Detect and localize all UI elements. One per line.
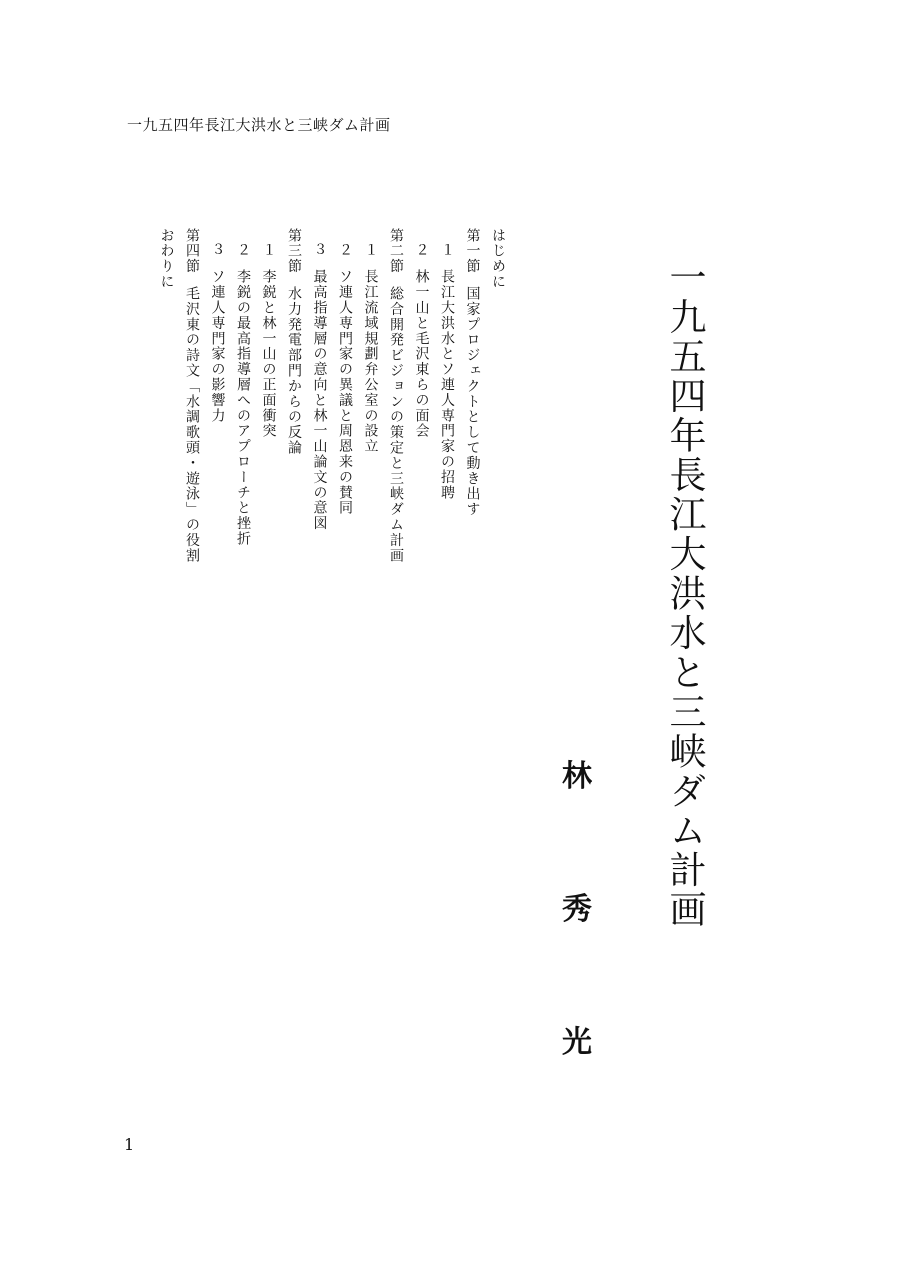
toc-item (281, 228, 307, 588)
toc-item (204, 228, 230, 588)
toc-item (357, 228, 383, 588)
toc-item-text: 李鋭の最高指導層へのアプローチと挫折 (235, 269, 251, 547)
page-number: 1 (124, 1135, 135, 1154)
toc-item-text: 国家プロジェクトとして動き出す (464, 286, 481, 518)
toc-item (179, 228, 205, 588)
toc-item (434, 228, 460, 588)
toc-item (255, 228, 281, 588)
toc-item-text: 毛沢東の詩文「水調歌頭・遊泳」の役割 (184, 286, 200, 564)
toc-item-text: 最高指導層の意向と林一山論文の意図 (311, 269, 328, 532)
toc-item-text: ソ連人専門家の影響力 (209, 269, 226, 424)
running-header: 一九五四年長江大洪水と三峡ダム計画 (127, 116, 391, 134)
page-title: 一九五四年長江大洪水と三峡ダム計画 (663, 258, 706, 930)
toc-item-text: 李鋭と林一山の正面衝突 (260, 269, 277, 439)
toc-item (230, 228, 256, 588)
toc-item-label: 第二節 (388, 228, 404, 275)
toc-item-label: 第一節 (464, 228, 481, 275)
toc-item (332, 228, 358, 588)
toc-item-label: ２ (337, 242, 353, 258)
toc-item-label: ２ (413, 242, 430, 258)
toc-item-label: ３ (209, 242, 226, 258)
toc-item-text: 長江大洪水とソ連人専門家の招聘 (439, 269, 455, 501)
author-char: 林 (562, 759, 592, 794)
toc-item (383, 228, 409, 588)
toc-item (153, 228, 179, 588)
toc-item-label: 第四節 (184, 228, 200, 275)
toc-item-label: ２ (235, 242, 251, 258)
toc-item-text: 長江流域規劃弁公室の設立 (362, 269, 379, 455)
toc-item (408, 228, 434, 588)
toc-item (459, 228, 485, 588)
author-char: 光 (562, 1025, 592, 1060)
toc-item-label: １ (260, 242, 277, 258)
toc-item-label: おわりに (158, 228, 175, 290)
toc-item-text: 水力発電部門からの反論 (286, 286, 302, 456)
toc-item-label: １ (362, 242, 379, 258)
toc-item-text: ソ連人専門家の異議と周恩来の賛同 (337, 269, 353, 516)
table-of-contents (153, 228, 510, 588)
author-char: 秀 (562, 892, 592, 927)
toc-item-label: １ (439, 242, 455, 258)
toc-item (485, 228, 511, 588)
author-name (560, 760, 594, 1060)
toc-item-label: ３ (311, 242, 328, 258)
toc-item-text: 林一山と毛沢東らの面会 (413, 269, 430, 439)
toc-item (306, 228, 332, 588)
toc-item-label: 第三節 (286, 228, 302, 275)
toc-item-label: はじめに (490, 228, 506, 290)
toc-item-text: 総合開発ビジョンの策定と三峡ダム計画 (388, 286, 404, 564)
